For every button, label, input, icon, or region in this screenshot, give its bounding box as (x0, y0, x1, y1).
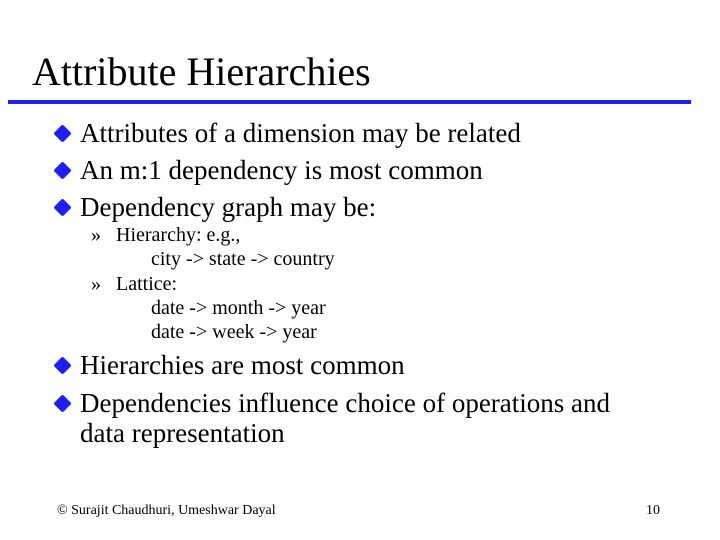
bullet-item (80, 155, 483, 185)
sub-item-line: city -> state -> country (151, 248, 335, 270)
bullet-item (80, 118, 521, 148)
sub-item-lattice (91, 272, 178, 296)
sub-item-hierarchy (91, 223, 241, 247)
page-number: 10 (646, 503, 660, 518)
bullet-text: Dependencies influence choice of operations and (80, 388, 611, 418)
sub-item-text: Hierarchy: e.g., (116, 224, 241, 246)
sub-item-line: date -> week -> year (151, 321, 317, 343)
sub-item-text: Lattice: (116, 273, 178, 295)
bullet-text: An m:1 dependency is most common (80, 155, 483, 185)
bullet-text: Dependency graph may be: (80, 192, 377, 222)
diamond-bullet-icon (53, 161, 71, 179)
diamond-bullet-icon (53, 124, 71, 142)
bullet-text: Attributes of a dimension may be related (80, 118, 521, 148)
slide-title: Attribute Hierarchies (32, 49, 371, 94)
sub-item-marker: » (91, 273, 101, 295)
footer-copyright: © Surajit Chaudhuri, Umeshwar Dayal (57, 503, 276, 518)
bullet-item (80, 350, 405, 380)
bullet-continuation: data representation (80, 418, 285, 448)
diamond-bullet-icon (53, 356, 71, 374)
sub-item-marker: » (91, 224, 101, 246)
diamond-bullet-icon (53, 198, 71, 216)
bullet-text: Hierarchies are most common (80, 350, 405, 380)
sub-item-line: date -> month -> year (151, 297, 326, 319)
title-underline (8, 100, 691, 104)
bullet-item (80, 388, 610, 418)
diamond-bullet-icon (53, 394, 71, 412)
bullet-item (80, 192, 376, 222)
